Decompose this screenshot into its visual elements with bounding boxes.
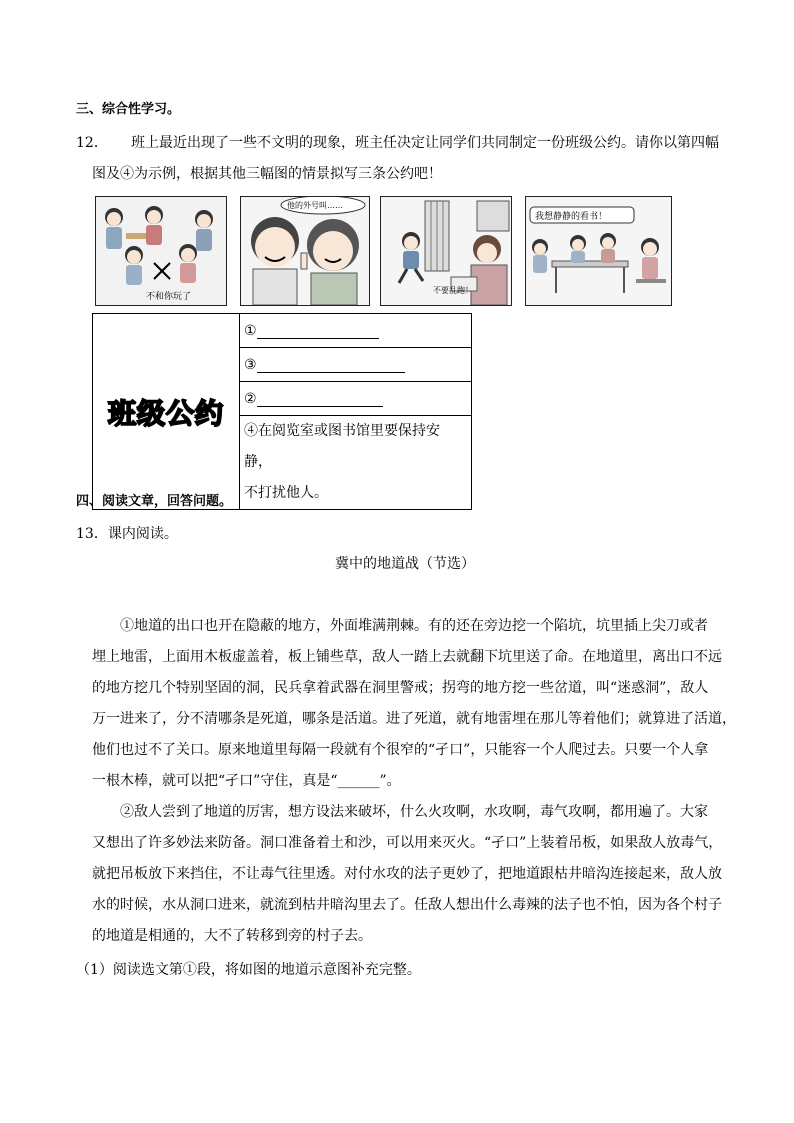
rule-2-label: ② [244, 390, 257, 407]
picture-3-caption: 不要乱跑！ [433, 286, 473, 295]
picture-2-nickname [240, 196, 370, 306]
rule-row-4 [240, 416, 472, 510]
picture-3-running [380, 196, 512, 306]
question-12-line1: 班上最近出现了一些不文明的现象，班主任决定让同学们共同制定一份班级公约。请你以第四幅 [131, 135, 719, 151]
passage-title: 冀中的地道战（节选） [335, 556, 475, 572]
question-12-number: 12． [76, 135, 108, 151]
rule-1-label: ① [244, 322, 257, 339]
para1-line: 的地方挖几个特别坚固的洞，民兵拿着武器在洞里警戒；拐弯的地方挖一些岔道，叫“迷惑洞”，敌人 [92, 680, 709, 696]
question-13-label: 13．课内阅读。 [76, 526, 178, 542]
para2-line: 又想出了许多妙法来防备。洞口准备着土和沙，可以用来灭火。“孑口”上装着吊板，如果敌人放毒气， [92, 835, 723, 851]
picture-2-bubble: 他的外号叫…… [287, 201, 343, 210]
passage-paragraph-2 [92, 797, 723, 952]
passage-paragraph-1 [92, 611, 736, 797]
class-rules-title-cell [93, 314, 240, 510]
picture-4-bubble: 我想静静的看书！ [535, 212, 608, 222]
para2-line: 就把吊板放下来挡住，不让毒气往里透。对付水攻的法子更妙了，把地道跟枯井暗沟连接起来，敌人放 [92, 866, 722, 882]
rule-row-2[interactable] [240, 382, 472, 416]
section-3-heading: 三、综合性学习。 [76, 102, 181, 117]
section-4-heading: 四、阅读文章，回答问题。 [76, 494, 233, 509]
question-12-line2: 图及④为示例，根据其他三幅图的情景拟写三条公约吧！ [92, 166, 442, 182]
rule-2-blank[interactable] [257, 392, 383, 407]
para2-line: 的地道是相通的，大不了转移到旁的村子去。 [92, 928, 372, 944]
sub-question-1: （1）阅读选文第①段，将如图的地道示意图补充完整。 [76, 962, 421, 978]
rule-row-1[interactable] [240, 314, 472, 348]
para2-line: ②敌人尝到了地道的厉害，想方设法来破坏，什么火攻啊，水攻啊，毒气攻啊，都用遍了。大家 [120, 804, 708, 820]
para2-line: 水的时候，水从洞口进来，就流到枯井暗沟里去了。任敌人想出什么毒辣的法子也不怕，因为各个村子 [92, 897, 722, 913]
para1-line: 埋上地雷，上面用木板虚盖着，板上铺些草，敌人一踏上去就翻下坑里送了命。在地道里，离出口不远 [92, 649, 722, 665]
class-rules-table [92, 313, 472, 510]
class-rules-title-art: 班级公约 [107, 396, 224, 430]
rule-4-line1: ④在阅览室或图书馆里要保持安静， [244, 423, 440, 470]
para1-line: ①地道的出口也开在隐蔽的地方，外面堆满荆棘。有的还在旁边挖一个陷坑，坑里插上尖刀或者 [120, 618, 708, 634]
rule-row-3[interactable] [240, 348, 472, 382]
rule-3-label: ③ [244, 356, 257, 373]
rule-4-line2: 不打扰他人。 [244, 485, 328, 501]
picture-1-caption: 不和你玩了 [146, 292, 192, 302]
para1-line: 万一进来了，分不清哪条是死道，哪条是活道。进了死道，就有地雷埋在那儿等着他们；就算进了活道， [92, 711, 736, 727]
picture-1-exclusion [95, 196, 227, 306]
rule-3-blank[interactable] [257, 358, 405, 373]
para1-line: 他们也过不了关口。原来地道里每隔一段就有个很窄的“孑口”，只能容一个人爬过去。只要一个人拿 [92, 742, 709, 758]
picture-4-reading [525, 196, 672, 306]
rule-1-blank[interactable] [257, 324, 379, 339]
para1-line: 一根木棒，就可以把“孑口”守住，真是“______”。 [92, 773, 401, 789]
